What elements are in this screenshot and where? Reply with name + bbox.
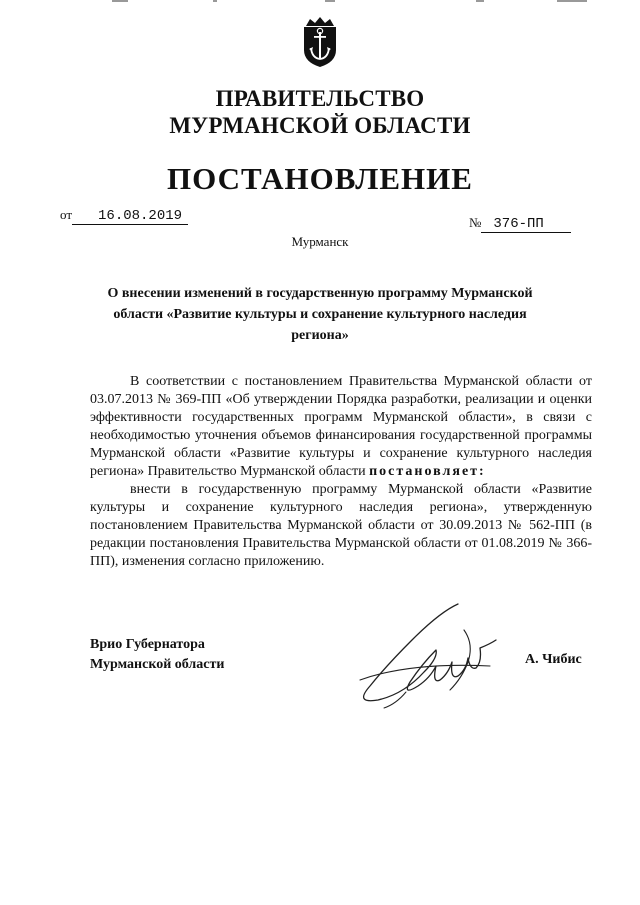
- document-body: [90, 373, 592, 571]
- document-subject: О внесении изменений в государственную программу Мурманской области «Развитие культуры и сохранение культурного наследия региона»: [107, 286, 533, 343]
- decree-keyword: постановляет:: [369, 464, 486, 479]
- organization-name-line2: МУРМАНСКОЙ ОБЛАСТИ: [169, 113, 471, 138]
- city: Мурманск: [291, 234, 349, 249]
- document-type: ПОСТАНОВЛЕНИЕ: [167, 161, 473, 196]
- date-field: [60, 207, 188, 225]
- document-date: 16.08.2019: [72, 208, 188, 225]
- signatory-title-line1: Врио Губернатора: [90, 637, 205, 652]
- document-number: 376-ПП: [481, 216, 571, 233]
- body-paragraph-2: внести в государственную программу Мурманской области «Развитие культуры и сохранение культурного наследия региона», утвержденную постановлением Правительства Мурманской области от 30.09.2013 № 562-ПП (в редакции постановления Правительства Мурманской области от 01.08.2019 № 366-ПП), изменения согласно приложению.: [90, 482, 592, 569]
- paragraph-1-text: В соответствии с постановлением Правительства Мурманской области от 03.07.2013 № 369-ПП «Об утверждении Порядка разработки, реализации и оценки эффективности государственных программ Мурманской области», в связи с необходимостью уточнения объемов финансирования государственной программы Мурманской области «Развитие культуры и сохранение культурного наследия региона» Правительство Мурманской области: [90, 374, 592, 479]
- body-paragraph-1: [90, 373, 592, 481]
- signatory-title-line2: Мурманской области: [90, 657, 225, 672]
- scan-marks: [0, 0, 640, 6]
- signatory-name: А. Чибис: [525, 652, 582, 667]
- coat-of-arms-icon: [302, 14, 338, 68]
- number-prefix: №: [469, 215, 482, 230]
- number-field: [469, 215, 571, 233]
- handwritten-signature: [340, 600, 510, 710]
- date-prefix: от: [60, 207, 73, 222]
- signatory-title: [90, 635, 224, 675]
- organization-name-line1: ПРАВИТЕЛЬСТВО: [215, 86, 425, 111]
